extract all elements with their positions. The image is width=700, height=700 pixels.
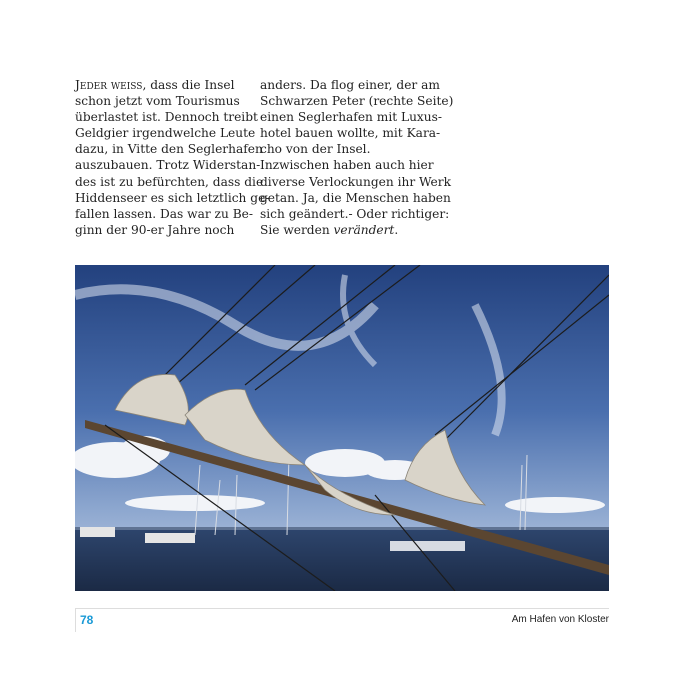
text-line: Geldgier irgendwelche Leute: [75, 126, 256, 141]
text-line: cho von der Insel.: [260, 142, 371, 157]
text-line: Inzwischen haben auch hier: [260, 158, 434, 173]
text-line: sich geändert.- Oder richtiger:: [260, 206, 450, 221]
text-line: auszubauen. Trotz Widerstan-: [75, 158, 261, 173]
text-line: überlastet ist. Dennoch treibt: [75, 110, 258, 125]
text-line: ginn der 90-er Jahre noch: [75, 222, 235, 237]
harbor-photo: [75, 265, 609, 591]
text-line: Sie werden verändert.: [260, 222, 399, 237]
running-title: Am Hafen von Kloster: [511, 614, 609, 625]
text-line: fallen lassen. Das war zu Be-: [75, 206, 253, 221]
text-line: anders. Da flog einer, der am: [260, 78, 440, 92]
text-line: einen Seglerhafen mit Luxus-: [260, 110, 443, 125]
footer-rule: [75, 608, 609, 609]
text-line: schon jetzt vom Tourismus: [75, 94, 240, 109]
text-column-left: [75, 77, 270, 238]
text-line: hotel bauen wollte, mit Kara-: [260, 126, 441, 141]
text-line: dazu, in Vitte den Seglerhafen: [75, 142, 263, 157]
page-number: 78: [80, 613, 94, 627]
footer-vertical-rule: [75, 608, 76, 632]
text-line: des ist zu befürchten, dass die: [75, 174, 264, 189]
text-line: Schwarzen Peter (rechte Seite): [260, 94, 454, 109]
text-line: Jeder weiss, dass die Insel: [75, 78, 235, 92]
text-column-right: [260, 77, 454, 238]
text-line: getan. Ja, die Menschen haben: [260, 190, 451, 205]
text-line: Hiddenseer es sich letztlich ge-: [75, 190, 270, 205]
lead-in: Jeder weiss: [75, 78, 143, 92]
text-line: diverse Verlockungen ihr Werk: [260, 174, 451, 189]
